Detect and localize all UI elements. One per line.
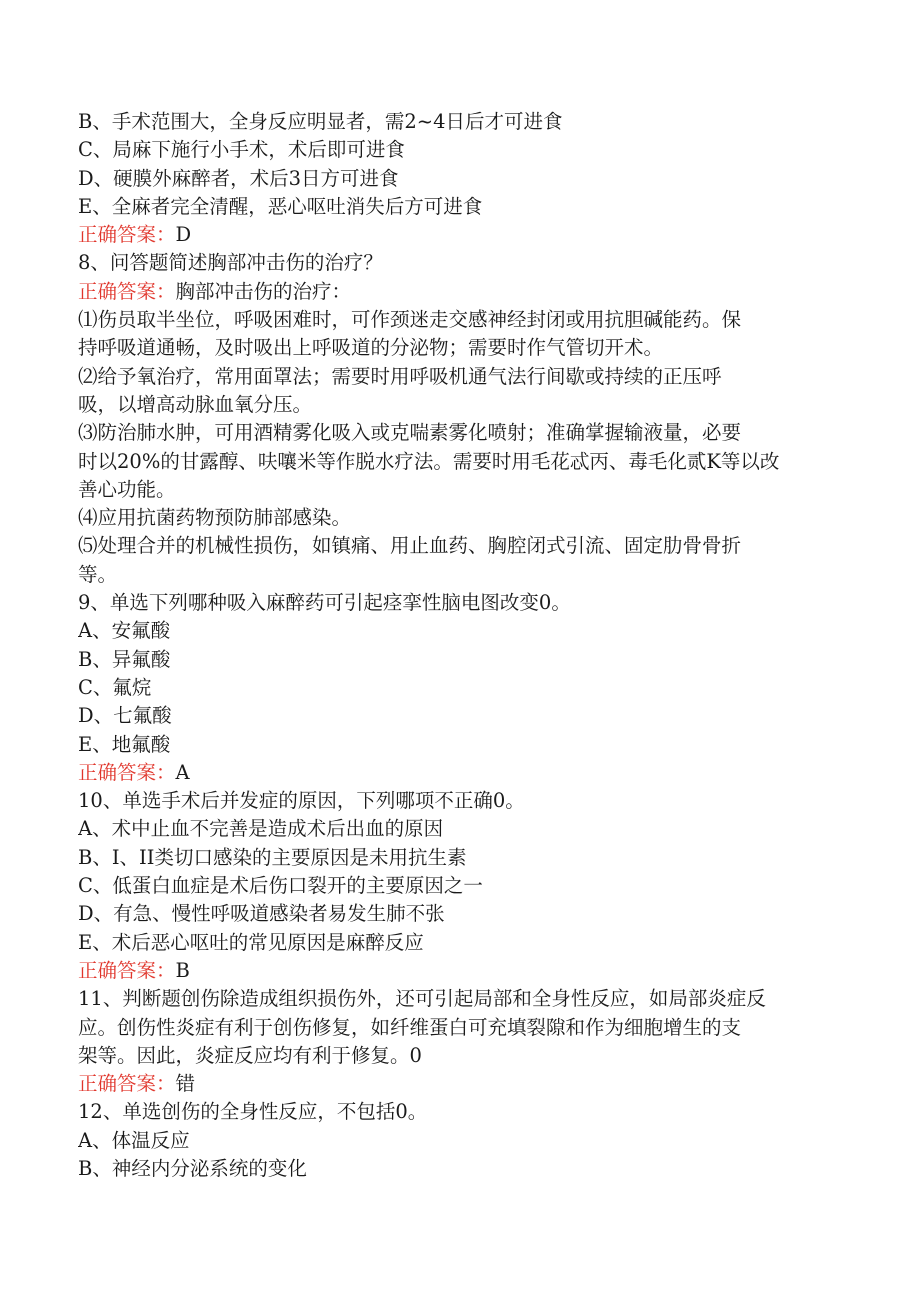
answer-label: 正确答案：: [78, 223, 176, 247]
answer-value: A: [175, 760, 190, 784]
option-line: B、手术范围大，全身反应明显者，需2~4日后才可进食: [78, 110, 563, 133]
text-line: 时以20%的甘露醇、呋嚷米等作脱水疗法。需要时用毛花忒丙、毒毛化贰K等以改: [78, 449, 780, 473]
option-line: B、I、II类切口感染的主要原因是未用抗生素: [78, 845, 467, 869]
answer-line: [78, 759, 848, 787]
answer-label: 正确答案：: [78, 760, 176, 784]
option-line: A、体温反应: [78, 1128, 190, 1152]
answer-line: [78, 278, 848, 306]
answer-value: D: [175, 223, 192, 247]
question-line: 12、单选创伤的全身性反应，不包括0。: [78, 1100, 428, 1124]
text-line: 吸，以增高动脉血氧分压。: [78, 392, 313, 416]
option-line: A、术中止血不完善是造成术后出血的原因: [78, 817, 444, 841]
option-line: B、神经内分泌系统的变化: [78, 1156, 307, 1180]
answer-line: [78, 957, 848, 985]
option-line: C、局麻下施行小手术，术后即可进食: [78, 138, 405, 162]
option-line: C、氟烷: [78, 675, 152, 699]
answer-line: [78, 221, 848, 249]
text-line: 架等。因此，炎症反应均有利于修复。0: [78, 1043, 422, 1067]
option-line: E、地氟酸: [78, 732, 171, 756]
answer-label: 正确答案：: [78, 279, 176, 303]
text-line: ⑷应用抗菌药物预防肺部感染。: [78, 506, 352, 530]
text-line: ⑴伤员取半坐位，呼吸困难时，可作颈迷走交感神经封闭或用抗胆碱能药。保: [78, 308, 742, 332]
answer-value: B: [175, 958, 190, 982]
option-line: E、全麻者完全清醒，恶心呕吐消失后方可进食: [78, 194, 483, 218]
option-line: C、低蛋白血症是术后伤口裂开的主要原因之一: [78, 874, 483, 898]
option-line: D、有急、慢性呼吸道感染者易发生肺不张: [78, 902, 445, 926]
option-line: D、硬膜外麻醉者，术后3日方可进食: [78, 166, 399, 190]
answer-value: 胸部冲击伤的治疗：: [175, 279, 352, 303]
option-line: D、七氟酸: [78, 704, 172, 728]
option-line: E、术后恶心呕吐的常见原因是麻醉反应: [78, 930, 424, 954]
text-line: ⑵给予氧治疗，常用面罩法；需要时用呼吸机通气法行间歇或持续的正压呼: [78, 364, 722, 388]
answer-value: 错: [175, 1072, 196, 1096]
text-line: 善心功能。: [78, 477, 176, 501]
answer-line: [78, 1070, 848, 1098]
option-line: A、安氟酸: [78, 619, 171, 643]
question-line: 11、判断题创伤除造成组织损伤外，还可引起局部和全身性反应，如局部炎症反: [78, 987, 766, 1011]
text-line: 应。创伤性炎症有利于创伤修复，如纤维蛋白可充填裂隙和作为细胞增生的支: [78, 1015, 742, 1039]
text-line: ⑶防治肺水肿，可用酒精雾化吸入或克喘素雾化喷射；准确掌握输液量，必要: [78, 421, 742, 445]
text-line: ⑸处理合并的机械性损伤，如镇痛、用止血药、胸腔闭式引流、固定肋骨骨折: [78, 534, 742, 558]
document-page: [78, 108, 848, 1183]
question-line: 8、问答题简述胸部冲击伤的治疗？: [78, 251, 383, 275]
text-line: 持呼吸道通畅，及时吸出上呼吸道的分泌物；需要时作气管切开术。: [78, 336, 664, 360]
text-line: 等。: [78, 562, 118, 586]
question-line: 10、单选手术后并发症的原因，下列哪项不正确0。: [78, 789, 525, 813]
option-line: B、异氟酸: [78, 647, 171, 671]
answer-label: 正确答案：: [78, 1072, 176, 1096]
question-line: 9、单选下列哪种吸入麻醉药可引起痉挛性脑电图改变0。: [78, 591, 571, 615]
answer-label: 正确答案：: [78, 958, 176, 982]
